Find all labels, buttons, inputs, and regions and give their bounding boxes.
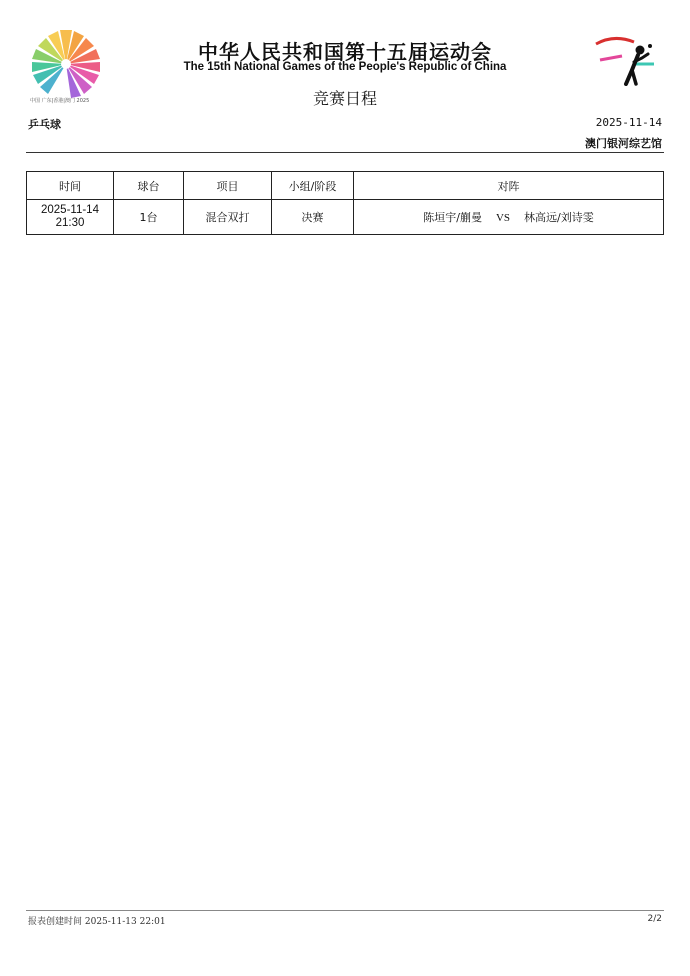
table-header-row — [27, 172, 664, 200]
report-created-time: 报表创建时间 2025-11-13 22:01 — [28, 917, 166, 927]
match-time: 21:30 — [55, 217, 85, 229]
page-number: 2/2 — [647, 914, 662, 924]
cell-event: 混合双打 — [184, 200, 272, 235]
versus-label: VS — [495, 212, 511, 224]
table-tennis-pictogram-icon — [594, 36, 656, 86]
column-header-matchup: 对阵 — [354, 172, 664, 200]
page-title-english: The 15th National Games of the People's Republic of China — [183, 61, 507, 73]
table-row — [27, 200, 664, 235]
cell-datetime — [27, 200, 114, 235]
sport-name: 乒乓球 — [28, 118, 61, 131]
footer-divider — [26, 910, 664, 911]
schedule-subtitle: 竞赛日程 — [312, 89, 377, 108]
team-a: 陈垣宇/蒯曼 — [423, 211, 482, 224]
column-header-stage: 小组/阶段 — [272, 172, 354, 200]
emblem-caption: 中国 广东|香港|澳门 2025 — [30, 98, 90, 104]
cell-stage: 决赛 — [272, 200, 354, 235]
venue-name: 澳门银河综艺馆 — [585, 137, 662, 150]
team-b: 林高远/刘诗雯 — [524, 211, 594, 224]
schedule-date: 2025-11-14 — [595, 116, 662, 129]
cell-table-number: 1台 — [114, 200, 184, 235]
schedule-table — [26, 171, 664, 235]
cell-matchup — [354, 200, 664, 235]
header-divider — [26, 152, 664, 153]
column-header-event: 项目 — [184, 172, 272, 200]
column-header-table: 球台 — [114, 172, 184, 200]
column-header-time: 时间 — [27, 172, 114, 200]
page-title: 中华人民共和国第十五届运动会 — [198, 40, 492, 64]
match-date: 2025-11-14 — [41, 204, 99, 216]
